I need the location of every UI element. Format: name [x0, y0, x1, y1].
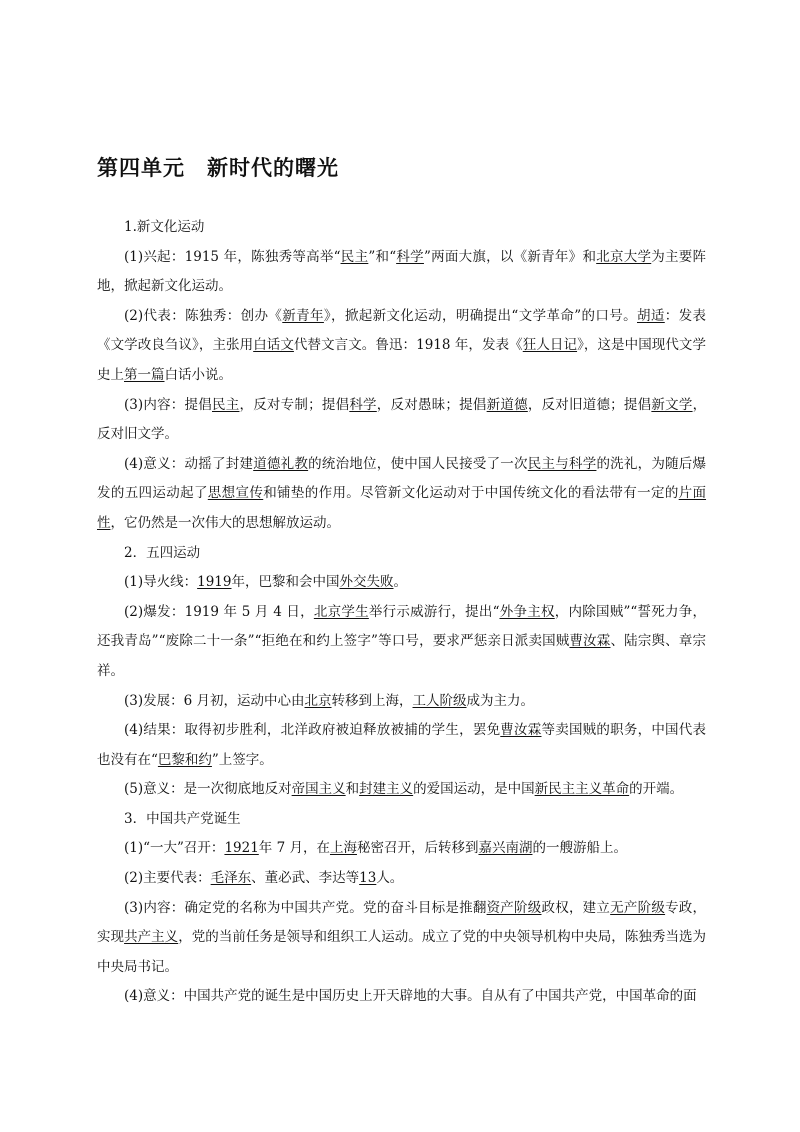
paragraph: [97, 982, 706, 1012]
underlined-term: 胡适: [637, 307, 665, 324]
text-run: 1.新文化运动: [124, 219, 205, 235]
text-run: 和铺垫的作用。尽管新文化运动对于中国传统文化的看法带有一定的: [263, 485, 679, 502]
text-run: 代替文言文。鲁迅：1918 年，发表《: [293, 337, 523, 354]
text-run: 专政，实现: [97, 899, 707, 946]
paragraph: [97, 539, 706, 569]
text-run: (3)内容：确定党的名称为中国共产党。党的奋斗目标是推翻: [124, 899, 487, 916]
text-run: ：发表《文学改良刍议》，主张用: [97, 307, 707, 354]
text-run: 政权，建立: [541, 899, 611, 916]
text-run: (1)导火线：: [124, 574, 198, 591]
text-run: 成为主力。: [466, 692, 535, 709]
paragraph: [97, 598, 706, 687]
document-body: [97, 213, 706, 1012]
text-run: 、董必武、李达等: [251, 870, 360, 887]
unit-title: 第四单元 新时代的曙光: [97, 156, 339, 180]
underlined-term: 曹汝霖: [569, 633, 611, 650]
text-run: 的爱国运动，是中国: [413, 781, 535, 798]
underlined-term: 封建主义: [359, 781, 414, 798]
text-run: 转移到上海，: [331, 692, 413, 709]
text-run: ，反对旧道德；提倡: [527, 396, 652, 413]
text-run: 、陆宗舆、章宗祥。: [97, 633, 707, 679]
text-run: 人。: [376, 870, 404, 887]
paragraph: [97, 391, 706, 450]
paragraph: [97, 775, 706, 805]
underlined-term: 外交失败: [339, 574, 394, 591]
underlined-term: 资产阶级: [486, 899, 542, 916]
text-run: (1)兴起：1915 年，陈独秀等高举“: [124, 248, 341, 265]
underlined-term: 道德礼教: [253, 455, 309, 472]
underlined-term: 1921: [224, 840, 259, 857]
text-run: ，反对愚昧；提倡: [376, 396, 487, 413]
text-run: 》，这是中国现代文学史上: [97, 337, 707, 383]
text-run: ，反对专制；提倡: [239, 396, 350, 413]
text-run: (3)发展：6 月初，运动中心由: [124, 692, 305, 709]
paragraph: [97, 716, 706, 775]
paragraph: [97, 687, 706, 717]
text-run: ，内除国贼”“誓死力争，还我青岛”“废除二十一条”“拒绝在和约上签字”等口号，要求严惩亲日派卖国贼: [97, 603, 707, 650]
underlined-term: 外争主权: [499, 603, 555, 620]
paragraph: [97, 302, 706, 391]
underlined-term: 思想宣传: [207, 485, 264, 502]
text-run: (2)主要代表：: [124, 870, 211, 887]
text-run: 2．五四运动: [124, 544, 201, 561]
paragraph: [97, 213, 706, 243]
underlined-term: 民主: [340, 248, 369, 265]
underlined-term: 北京大学: [596, 248, 652, 265]
underlined-term: 白话文: [253, 337, 294, 354]
text-run: 等卖国贼的职务，中国代表也没有在“: [97, 722, 706, 768]
underlined-term: 1919: [197, 574, 232, 591]
text-run: (4)结果：取得初步胜利，北洋政府被迫释放被捕的学生，罢免: [124, 722, 501, 739]
underlined-term: 第一篇: [124, 366, 165, 383]
underlined-term: 民主与科学: [527, 455, 597, 472]
underlined-term: 巴黎和约: [157, 751, 212, 768]
paragraph: [97, 243, 706, 302]
paragraph: [97, 894, 706, 983]
text-run: 的一艘游船上。: [532, 840, 627, 857]
text-run: 的开端。: [629, 781, 684, 798]
underlined-term: 新文学: [651, 396, 693, 413]
text-run: (4)意义：中国共产党的诞生是中国历史上开天辟地的大事。自从有了中国共产党，中国革命的面: [124, 988, 697, 1005]
underlined-term: 民主: [212, 396, 240, 413]
underlined-term: 13: [359, 870, 377, 887]
text-run: 秘密召开，后转移到: [356, 840, 479, 857]
paragraph: [97, 450, 706, 539]
underlined-term: 新青年: [282, 307, 324, 324]
underlined-term: 帝国主义: [291, 781, 346, 798]
underlined-term: 片面性: [97, 485, 707, 531]
underlined-term: 上海: [329, 840, 357, 857]
text-run: (2)代表：陈独秀：创办《: [124, 307, 283, 324]
text-run: 3．中国共产党诞生: [124, 810, 241, 827]
text-run: ”和“: [368, 248, 397, 265]
underlined-term: 嘉兴南湖: [478, 840, 533, 857]
text-run: (4)意义：动摇了封建: [124, 455, 254, 472]
paragraph: [97, 805, 706, 835]
text-run: ”上签字。: [211, 751, 273, 768]
text-run: ”两面大旗，以《新青年》和: [423, 248, 597, 265]
text-run: 年 7 月，在: [258, 840, 330, 857]
text-run: (5)意义：是一次彻底地反对: [124, 781, 292, 798]
text-run: ，党的当前任务是领导和组织工人运动。成立了党的中央领导机构中央局，陈独秀当选为中央局书记。: [97, 929, 707, 975]
underlined-term: 新民主主义革命: [534, 781, 630, 798]
text-run: 和: [345, 781, 360, 798]
paragraph: [97, 864, 706, 894]
underlined-term: 工人阶级: [412, 692, 467, 709]
text-run: 》，掀起新文化运动，明确提出“文学革命”的口号。: [323, 307, 637, 324]
text-run: 的洗礼，为随后爆发的五四运动起了: [97, 455, 707, 502]
underlined-term: 无产阶级: [610, 899, 666, 916]
text-run: 的统治地位，使中国人民接受了一次: [308, 455, 528, 472]
text-run: (3)内容：提倡: [124, 396, 212, 413]
text-run: 为主要阵地，掀起新文化运动。: [97, 248, 707, 295]
underlined-term: 科学: [396, 248, 424, 265]
underlined-term: 新道德: [486, 396, 528, 413]
text-run: (1)“一大”召开：: [124, 840, 225, 857]
underlined-term: 科学: [349, 396, 377, 413]
underlined-term: 北京: [304, 692, 332, 709]
text-run: ，反对旧文学。: [97, 396, 707, 443]
text-run: (2)爆发：1919 年 5 月 4 日，: [124, 603, 314, 620]
text-run: 。: [393, 574, 407, 591]
underlined-term: 狂人日记: [522, 337, 578, 354]
underlined-term: 北京学生: [313, 603, 369, 620]
text-run: ，它仍然是一次伟大的思想解放运动。: [110, 514, 340, 531]
underlined-term: 曹汝霖: [500, 722, 542, 739]
text-run: 白话小说。: [164, 366, 232, 383]
paragraph: [97, 834, 706, 864]
underlined-term: 毛泽东: [210, 870, 252, 887]
underlined-term: 共产主义: [124, 929, 179, 946]
text-run: 举行示威游行，提出“: [368, 603, 500, 620]
paragraph: [97, 568, 706, 598]
text-run: 年，巴黎和会中国: [231, 574, 340, 591]
